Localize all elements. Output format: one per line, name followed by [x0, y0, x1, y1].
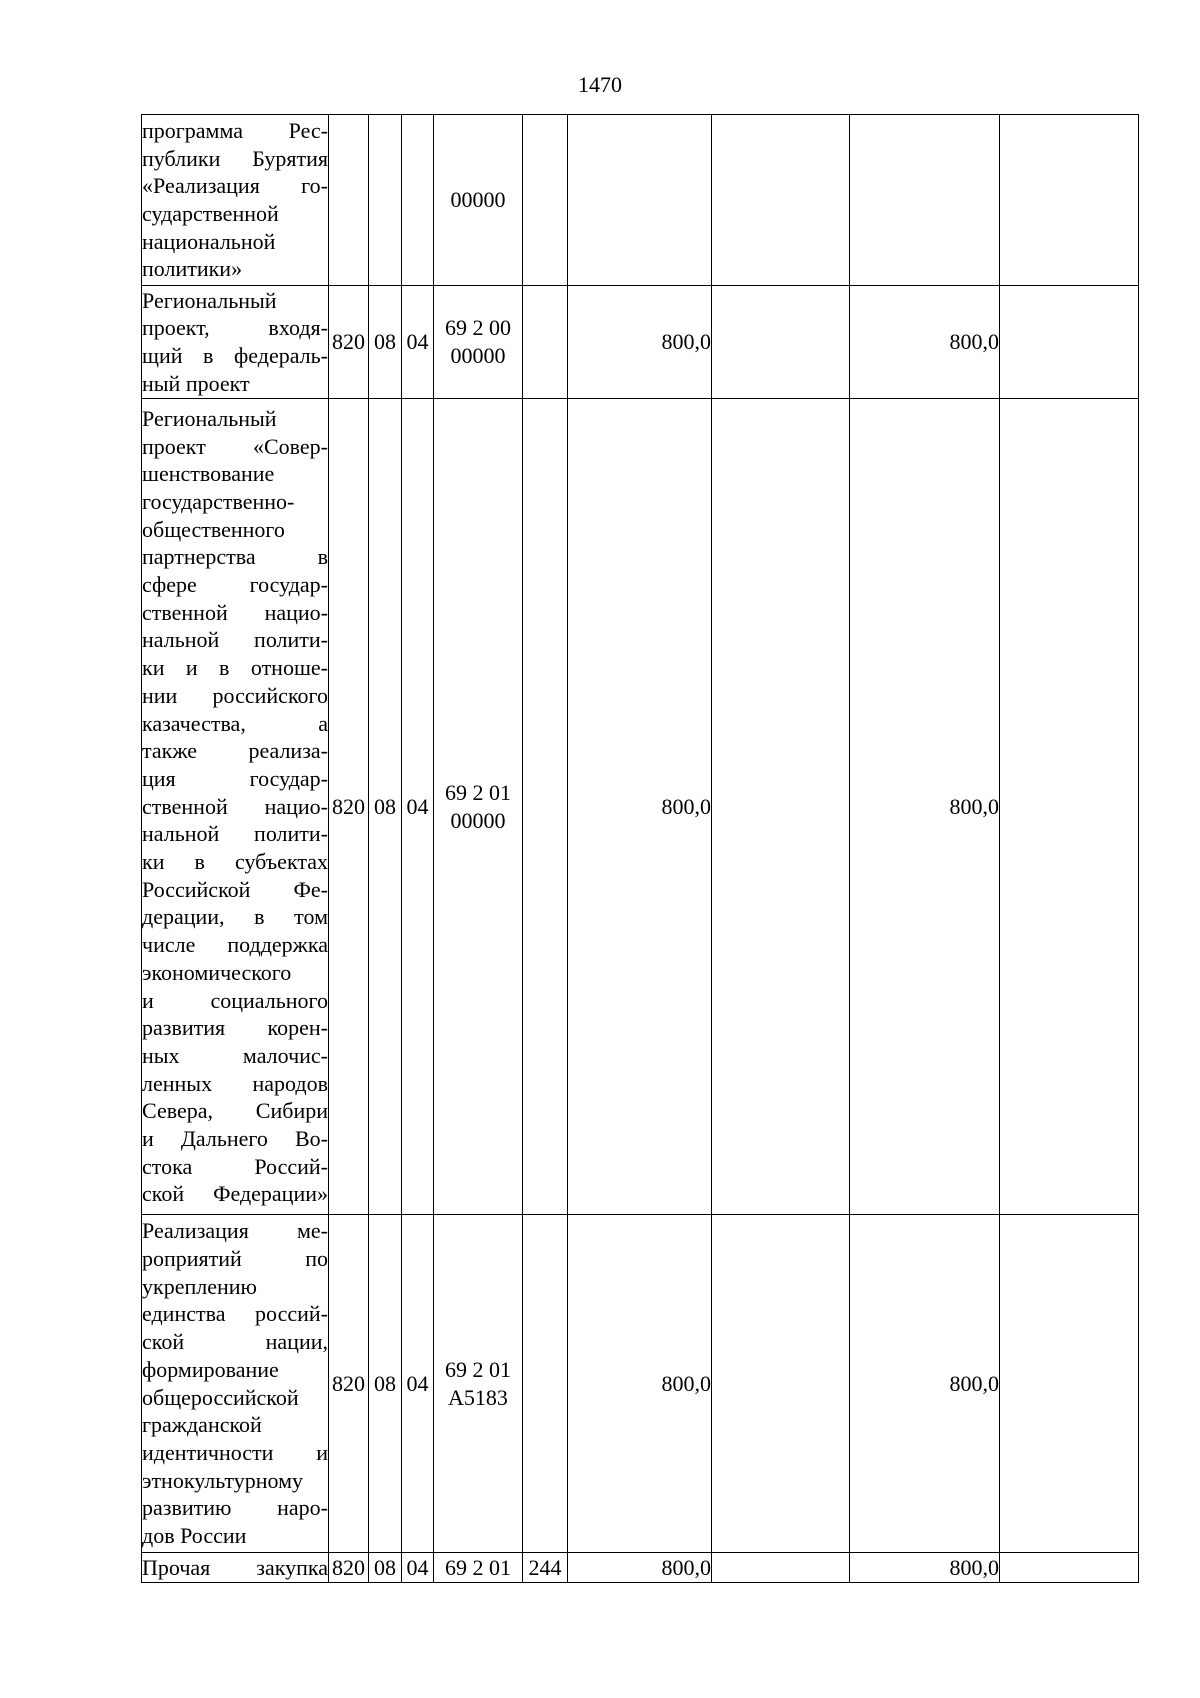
row-name-line: Севера, Сибири [142, 1098, 328, 1124]
sum-cell-3: 800,0 [850, 1553, 1000, 1583]
pr-cell: 04 [402, 286, 434, 399]
row-name-line: государственно- [142, 488, 295, 514]
row-name-line: ки и в отноше- [142, 655, 328, 681]
csr-cell [434, 1215, 523, 1553]
row-name-line: партнерства в [142, 544, 328, 570]
grbs-cell: 820 [329, 1215, 369, 1553]
pr-cell: 04 [402, 1215, 434, 1553]
row-name-line: укреплению [142, 1273, 257, 1299]
row-name-line: этнокультурному [142, 1467, 304, 1493]
row-name-line: гражданской [142, 1412, 262, 1438]
row-name-cell [142, 115, 329, 286]
row-name-line: развитию наро- [142, 1495, 328, 1521]
csr-line: 00000 [450, 343, 506, 368]
row-name-line: общероссийской [142, 1384, 299, 1410]
row-name-line: и социального [142, 987, 328, 1013]
grbs-cell: 820 [329, 1553, 369, 1583]
row-name-line: проект, входя- [142, 315, 328, 341]
page-number: 1470 [578, 72, 622, 97]
pr-cell: 04 [402, 399, 434, 1215]
row-name-line: Региональный [142, 287, 277, 313]
row-name-line: сфере государ- [142, 572, 328, 598]
row-name-cell [142, 286, 329, 399]
grbs-cell: 820 [329, 286, 369, 399]
sum-cell-4 [1000, 399, 1139, 1215]
row-name-line: единства россий- [142, 1301, 328, 1327]
row-name-cell [142, 1553, 329, 1583]
sum-cell-2 [712, 1553, 850, 1583]
row-name-line: и Дальнего Во- [142, 1126, 328, 1152]
sum-cell-2 [712, 286, 850, 399]
row-name-line: экономического [142, 959, 292, 985]
row-name-line: формирование [142, 1356, 279, 1382]
row-name-line: идентичности и [142, 1439, 328, 1465]
csr-line: 00000 [450, 187, 506, 213]
row-name-line: «Реализация го- [142, 173, 328, 199]
rz-cell [369, 115, 402, 286]
row-name-line: Прочая закупка [142, 1554, 328, 1580]
budget-table [141, 114, 1139, 1583]
sum-cell-2 [712, 115, 850, 286]
sum-cell-3: 800,0 [850, 1215, 1000, 1553]
rz-cell: 08 [369, 286, 402, 399]
csr-cell [434, 115, 523, 286]
rz-cell: 08 [369, 1553, 402, 1583]
row-name-line: щий в федераль- [142, 343, 328, 368]
grbs-cell [329, 115, 369, 286]
row-name-line: ской Федерации» [142, 1181, 328, 1207]
sum-cell-3: 800,0 [850, 399, 1000, 1215]
sum-cell-1 [568, 115, 712, 286]
table-body [142, 115, 1139, 1583]
grbs-cell: 820 [329, 399, 369, 1215]
row-name-line: числе поддержка [142, 932, 328, 958]
csr-cell [434, 1553, 523, 1583]
sum-cell-4 [1000, 115, 1139, 286]
csr-line: А5183 [448, 1384, 508, 1410]
row-name-line: публики Бурятия [142, 145, 328, 171]
vr-cell [523, 115, 568, 286]
sum-cell-2 [712, 399, 850, 1215]
sum-cell-1: 800,0 [568, 286, 712, 399]
row-name-cell [142, 1215, 329, 1553]
row-name-line: Реализация ме- [142, 1218, 328, 1244]
row-name-line: программа Рес- [142, 117, 328, 143]
row-name-line: ных малочис- [142, 1042, 328, 1068]
table-row [142, 286, 1139, 399]
csr-line: 69 2 00 [445, 315, 511, 341]
sum-cell-4 [1000, 1553, 1139, 1583]
row-name-line: ки в субъектах [142, 849, 328, 875]
row-name-line: сударственной [142, 201, 279, 226]
csr-cell [434, 286, 523, 399]
rz-cell: 08 [369, 1215, 402, 1553]
row-name-line: нии российского [142, 682, 328, 708]
sum-cell-1: 800,0 [568, 1215, 712, 1553]
row-name-line: ской нации, [142, 1329, 328, 1355]
row-name-line: дов России [142, 1523, 247, 1549]
row-name-line: шенствование [142, 461, 275, 487]
row-name-line: ственной нацио- [142, 793, 328, 819]
row-name-line: также реализа- [142, 738, 328, 764]
sum-cell-3 [850, 115, 1000, 286]
row-name-line: стока Россий- [142, 1153, 328, 1179]
table-row [142, 399, 1139, 1215]
vr-cell [523, 1215, 568, 1553]
row-name-line: Российской Фе- [142, 876, 328, 902]
row-name-line: развития корен- [142, 1015, 328, 1041]
row-name-line: национальной [142, 228, 276, 254]
table-row [142, 115, 1139, 286]
sum-cell-4 [1000, 286, 1139, 399]
vr-cell: 244 [523, 1553, 568, 1583]
sum-cell-3: 800,0 [850, 286, 1000, 399]
vr-cell [523, 286, 568, 399]
row-name-line: роприятий по [142, 1245, 328, 1271]
sum-cell-2 [712, 1215, 850, 1553]
table-row [142, 1553, 1139, 1583]
row-name-line: ственной нацио- [142, 599, 328, 625]
rz-cell: 08 [369, 399, 402, 1215]
sum-cell-1: 800,0 [568, 1553, 712, 1583]
row-name-line: нальной полити- [142, 821, 328, 847]
row-name-line: ленных народов [142, 1070, 328, 1096]
row-name-line: проект «Совер- [142, 433, 328, 459]
sum-cell-4 [1000, 1215, 1139, 1553]
csr-line: 69 2 01 [445, 1554, 511, 1580]
row-name-cell [142, 399, 329, 1215]
csr-line: 69 2 01 [445, 1356, 511, 1382]
table-row [142, 1215, 1139, 1553]
sum-cell-1: 800,0 [568, 399, 712, 1215]
csr-cell [434, 399, 523, 1215]
row-name-line: общественного [142, 516, 285, 542]
row-name-line: ный проект [142, 370, 250, 396]
row-name-line: политики» [142, 256, 243, 282]
vr-cell [523, 399, 568, 1215]
csr-line: 69 2 01 [445, 779, 511, 805]
pr-cell: 04 [402, 1553, 434, 1583]
row-name-line: дерации, в том [142, 904, 328, 930]
row-name-line: нальной полити- [142, 627, 328, 653]
row-name-line: Региональный [142, 405, 277, 431]
row-name-line: казачества, а [142, 710, 328, 736]
csr-line: 00000 [450, 807, 506, 833]
pr-cell [402, 115, 434, 286]
row-name-line: ция государ- [142, 765, 328, 791]
